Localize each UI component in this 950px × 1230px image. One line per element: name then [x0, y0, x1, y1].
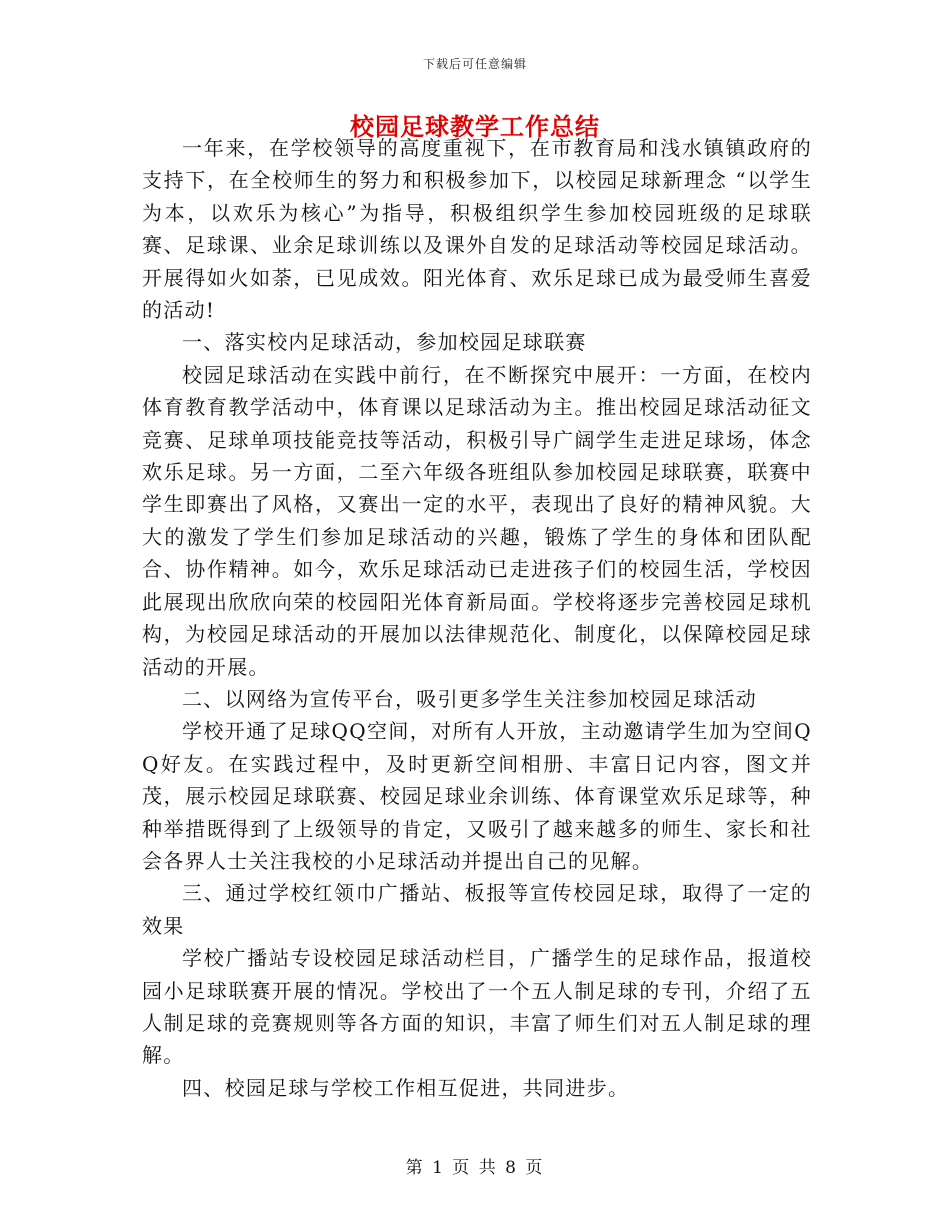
document-body	[142, 132, 812, 1104]
section-heading-1: 一、落实校内足球活动，参加校园足球联赛	[182, 330, 587, 355]
document-title: 校园足球教学工作总结	[350, 112, 600, 141]
paragraph-intro: 一年来，在学校领导的高度重视下，在市教育局和浅水镇镇政府的支持下，在全校师生的努力和积极参加下，以校园足球新理念 “以学生为本，以欢乐为核心”为指导，积极组织学生参加校园班级的足球联赛、足球课、业余足球训练以及课外自发的足球活动等校园足球活动。开展得如火如荼，已见成效。阳光体育、欢乐足球已成为最受师生喜爱的活动!	[142, 136, 812, 323]
header-note: 下载后可任意编辑	[422, 57, 527, 71]
page-footer: 第 1 页 共 8 页	[405, 1158, 545, 1178]
section-heading-4: 四、校园足球与学校工作相互促进，共同进步。	[182, 1075, 630, 1100]
section-heading-3: 三、通过学校红领巾广播站、板报等宣传校园足球，取得了一定的效果	[142, 881, 812, 938]
paragraph-section-1: 校园足球活动在实践中前行，在不断探究中展开：一方面，在校内体育教育教学活动中，体育课以足球活动为主。推出校园足球活动征文竞赛、足球单项技能竞技等活动，积极引导广阔学生走进足球场，体念欢乐足球。另一方面，二至六年级各班组队参加校园足球联赛，联赛中学生即赛出了风格，又赛出一定的水平，表现出了良好的精神风貌。大大的激发了学生们参加足球活动的兴趣，锻炼了学生的身体和团队配合、协作精神。如今，欢乐足球活动已走进孩子们的校园生活，学校因此展现出欣欣向荣的校园阳光体育新局面。学校将逐步完善校园足球机构，为校园足球活动的开展加以法律规范化、制度化，以保障校园足球活动的开展。	[142, 362, 812, 679]
section-heading-2: 二、以网络为宣传平台，吸引更多学生关注参加校园足球活动	[182, 686, 758, 711]
paragraph-section-3: 学校广播站专设校园足球活动栏目，广播学生的足球作品，报道校园小足球联赛开展的情况。学校出了一个五人制足球的专刊，介绍了五人制足球的竞赛规则等各方面的知识，丰富了师生们对五人制足球的理解。	[142, 946, 812, 1068]
paragraph-section-2: 学校开通了足球QQ空间，对所有人开放，主动邀请学生加为空间QQ好友。在实践过程中，及时更新空间相册、丰富日记内容，图文并茂，展示校园足球联赛、校园足球业余训练、体育课堂欢乐足球等，种种举措既得到了上级领导的肯定，又吸引了越来越多的师生、家长和社会各界人士关注我校的小足球活动并提出自己的见解。	[142, 719, 812, 873]
